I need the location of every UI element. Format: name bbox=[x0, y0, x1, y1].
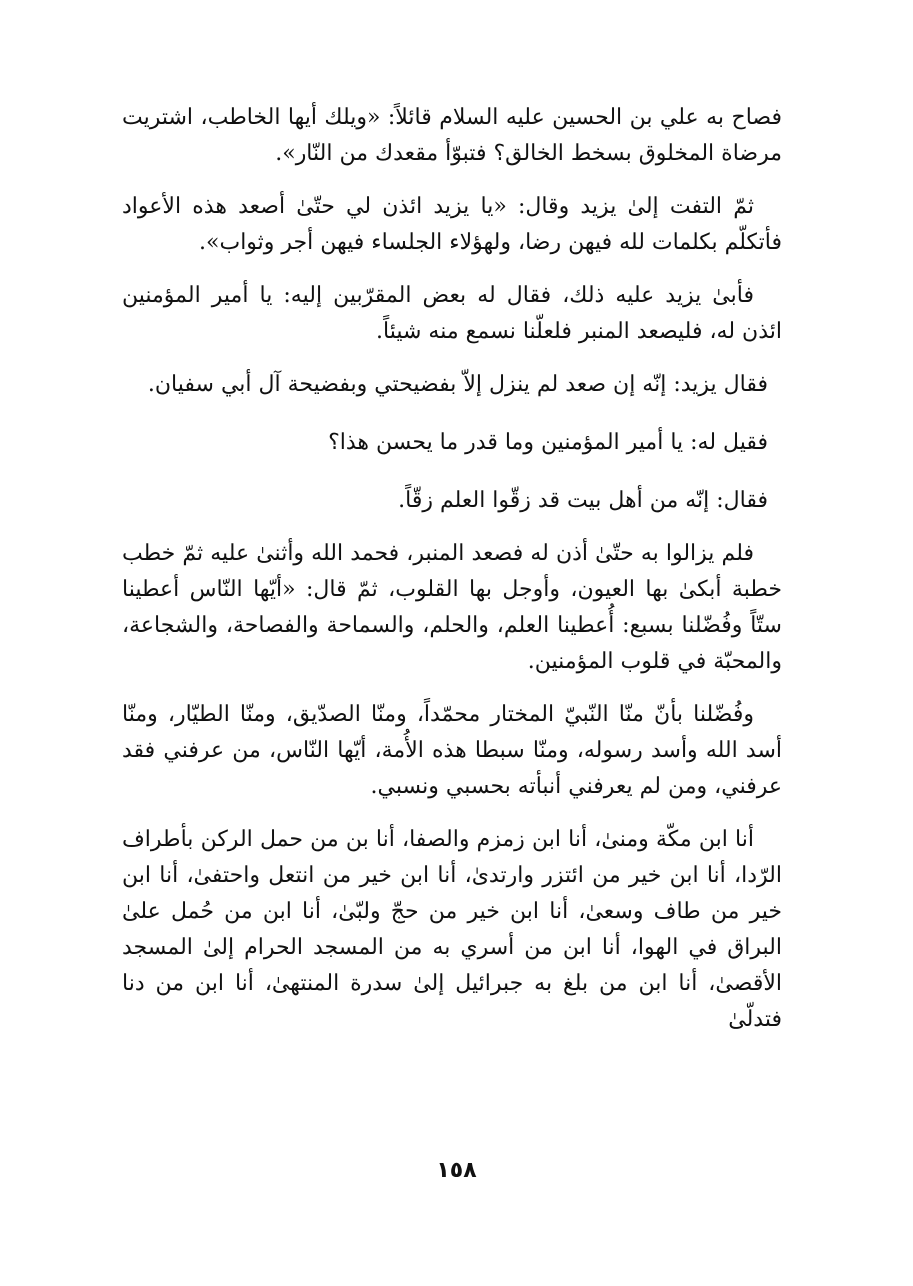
paragraph-1: فصاح به علي بن الحسين عليه السلام قائلاً: «ويلك أيها الخاطب، اشتريت مرضاة المخلوق بسخط الخالق؟ فتبوّأ مقعدك من النّار». bbox=[122, 105, 782, 166]
paragraph-4: فقال يزيد: إنّه إن صعد لم ينزل إلاّ بفضيحتي وبفضيحة آل أبي سفيان. bbox=[147, 372, 768, 397]
paragraph-3: فأبىٰ يزيد عليه ذلك، فقال له بعض المقرّبين إليه: يا أمير المؤمنين ائذن له، فليصعد المنبر فلعلّنا نسمع منه شيئاً. bbox=[122, 283, 782, 344]
paragraph-7: فلم يزالوا به حتّىٰ أذن له فصعد المنبر، فحمد الله وأثنىٰ عليه ثمّ خطب خطبة أبكىٰ بها العيون، وأوجل بها القلوب، ثمّ قال: «أيّها النّاس أعطينا ستّاً وفُضّلنا بسبع: أُعطينا العلم، والحلم، والسماحة والفصاحة، والشجاعة، والمحبّة في قلوب المؤمنين. bbox=[122, 541, 782, 674]
paragraph-8: وفُضّلنا بأنّ منّا النّبيّ المختار محمّداً، ومنّا الصدّيق، ومنّا الطيّار، ومنّا أسد الله وأسد رسوله، ومنّا سبطا هذه الأُمة، أيّها النّاس، من عرفني فقد عرفني، ومن لم يعرفني أنبأته بحسبي ونسبي. bbox=[122, 702, 782, 799]
paragraph-6: فقال: إنّه من أهل بيت قد زقّوا العلم زقّاً. bbox=[398, 488, 768, 513]
paragraph-9: أنا ابن مكّة ومنىٰ، أنا ابن زمزم والصفا، أنا بن من حمل الركن بأطراف الرّدا، أنا ابن خير من ائتزر وارتدىٰ، أنا ابن خير من انتعل واحتفىٰ، أنا ابن خير من طاف وسعىٰ، أنا ابن خير من حجّ ولبّىٰ، أنا ابن من حُمل علىٰ البراق في الهوا، أنا ابن من أسري به من المسجد الحرام إلىٰ المسجد الأقصىٰ، أنا ابن من بلغ به جبرائيل إلىٰ سدرة المنتهىٰ، أنا ابن من دنا فتدلّىٰ bbox=[122, 827, 783, 1032]
paragraph-5: فقيل له: يا أمير المؤمنين وما قدر ما يحسن هذا؟ bbox=[328, 430, 768, 455]
paragraph-2: ثمّ التفت إلىٰ يزيد وقال: «يا يزيد ائذن لي حتّىٰ أصعد هذه الأعواد فأتكلّم بكلمات لله فيهن رضا، ولهؤلاء الجلساء فيهن أجر وثواب». bbox=[122, 194, 782, 255]
body-text bbox=[122, 100, 782, 1055]
page-number: ١٥٨ bbox=[436, 1158, 477, 1183]
